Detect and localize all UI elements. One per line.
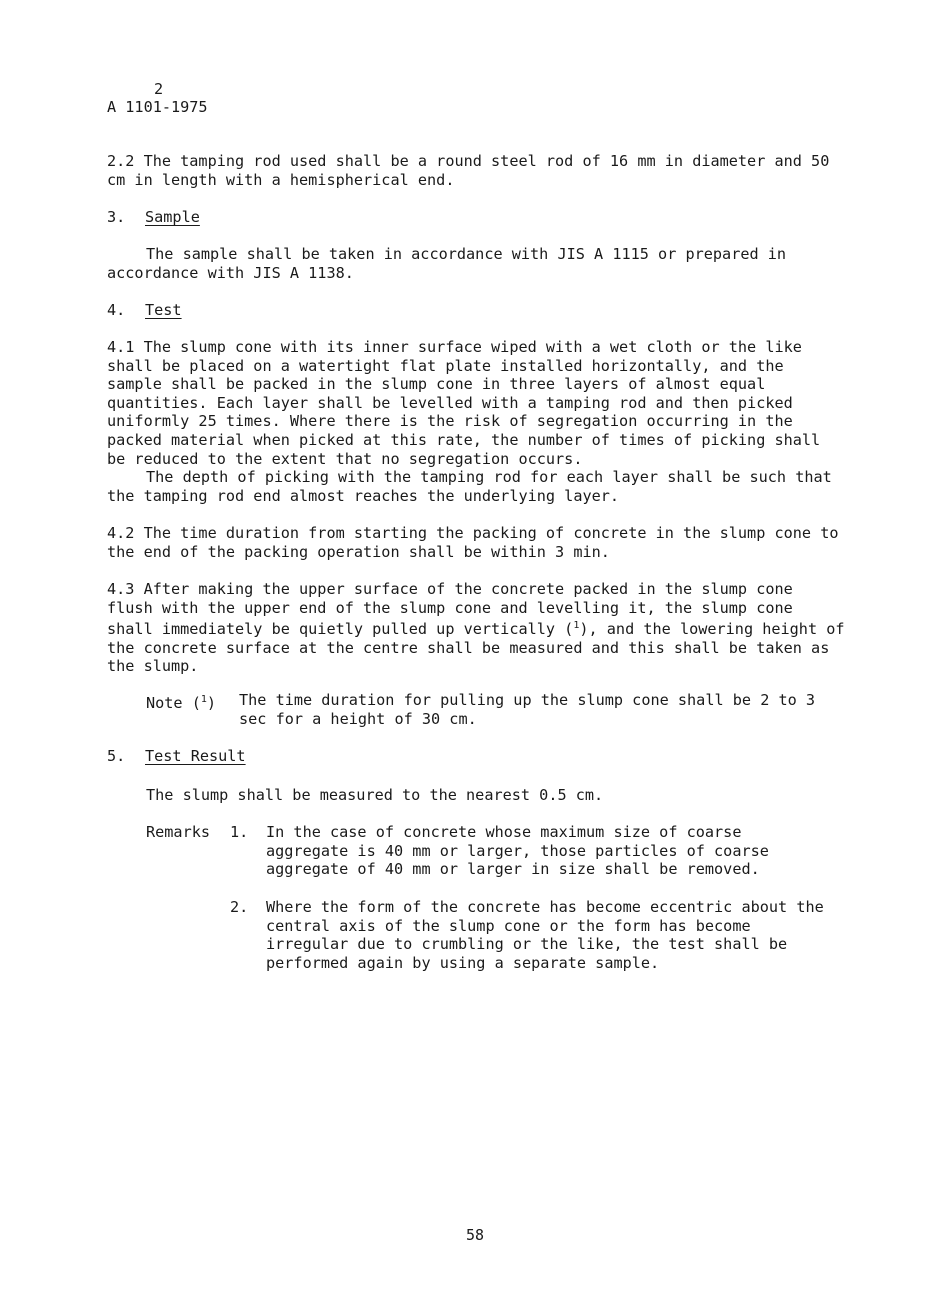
note-ref: 1 [200,694,207,705]
section-3-heading [107,208,847,227]
paragraph-4-2: 4.2 The time duration from starting the packing of concrete in the slump cone to the end of the packing operation shall be within 3 min. [107,524,839,561]
paragraph-test-result: The slump shall be measured to the nearest 0.5 cm. [146,786,604,804]
section-4-heading [107,301,847,320]
section-3-body [107,245,847,282]
section-title: Sample [145,208,200,226]
paragraph-4-3-text: 4.3 After making the upper surface of the concrete packed in the slump cone flush with the upper end of the slump cone and levelling it, the slump cone shall immediately be quietly pulled up vertically ( [107,580,793,639]
section-2-2 [107,152,847,189]
note-label [146,691,216,713]
remark-1-number: 1. [230,823,249,841]
section-4-2 [107,524,847,561]
section-4-1 [107,338,847,505]
header-standard-id: A 1101-1975 [107,98,208,116]
remarks-label: Remarks [146,823,211,841]
footer-page-number: 58 [465,1226,485,1244]
header-page-number: 2 [154,80,164,98]
paragraph-4-1-depth: The depth of picking with the tamping rod for each layer shall be such that the tamping rod end almost reaches the underlying layer. [107,468,832,505]
paragraph-4-3-text-cont: ), and the lowering height of the concrete surface at the centre shall be measured and this shall be taken as the slump. [107,620,845,676]
remark-1-text: In the case of concrete whose maximum size of coarse aggregate is 40 mm or larger, those particles of coarse aggregate of 40 mm or larger in size shall be removed. [266,823,769,879]
section-4-3 [107,580,847,676]
section-title: Test [145,301,182,319]
paragraph-sample: The sample shall be taken in accordance with JIS A 1115 or prepared in accordance with JIS A 1138. [107,245,787,282]
note-label-close: ) [206,694,217,712]
paragraph-2-2: 2.2 The tamping rod used shall be a round steel rod of 16 mm in diameter and 50 cm in length with a hemispherical end. [107,152,830,189]
footnote-ref: 1 [573,620,580,632]
section-title: Test Result [145,747,246,765]
section-5-heading [107,747,847,766]
note-text: The time duration for pulling up the slump cone shall be 2 to 3 sec for a height of 30 cm. [239,691,816,728]
section-number: 5. [107,747,126,765]
section-number: 3. [107,208,126,226]
paragraph-4-3 [107,580,847,676]
section-5-body [146,786,886,805]
remark-2-text: Where the form of the concrete has become eccentric about the central axis of the slump cone or the form has become irregular due to crumbling or the like, the test shall be performed again by using a separate sample. [266,898,824,972]
paragraph-4-1: 4.1 The slump cone with its inner surface wiped with a wet cloth or the like shall be placed on a watertight flat plate installed horizontally, and the sample shall be packed in the slump cone in three layers of almost equal quantities. Each layer shall be levelled with a tamping rod and then picked uniformly 25 times. Where there is the risk of segregation occurring in the packed material when picked at this rate, the number of times of picking shall be reduced to the extent that no segregation occurs. [107,338,821,468]
remark-2-number: 2. [230,898,249,916]
section-number: 4. [107,301,126,319]
note-label-text: Note ( [146,694,201,712]
